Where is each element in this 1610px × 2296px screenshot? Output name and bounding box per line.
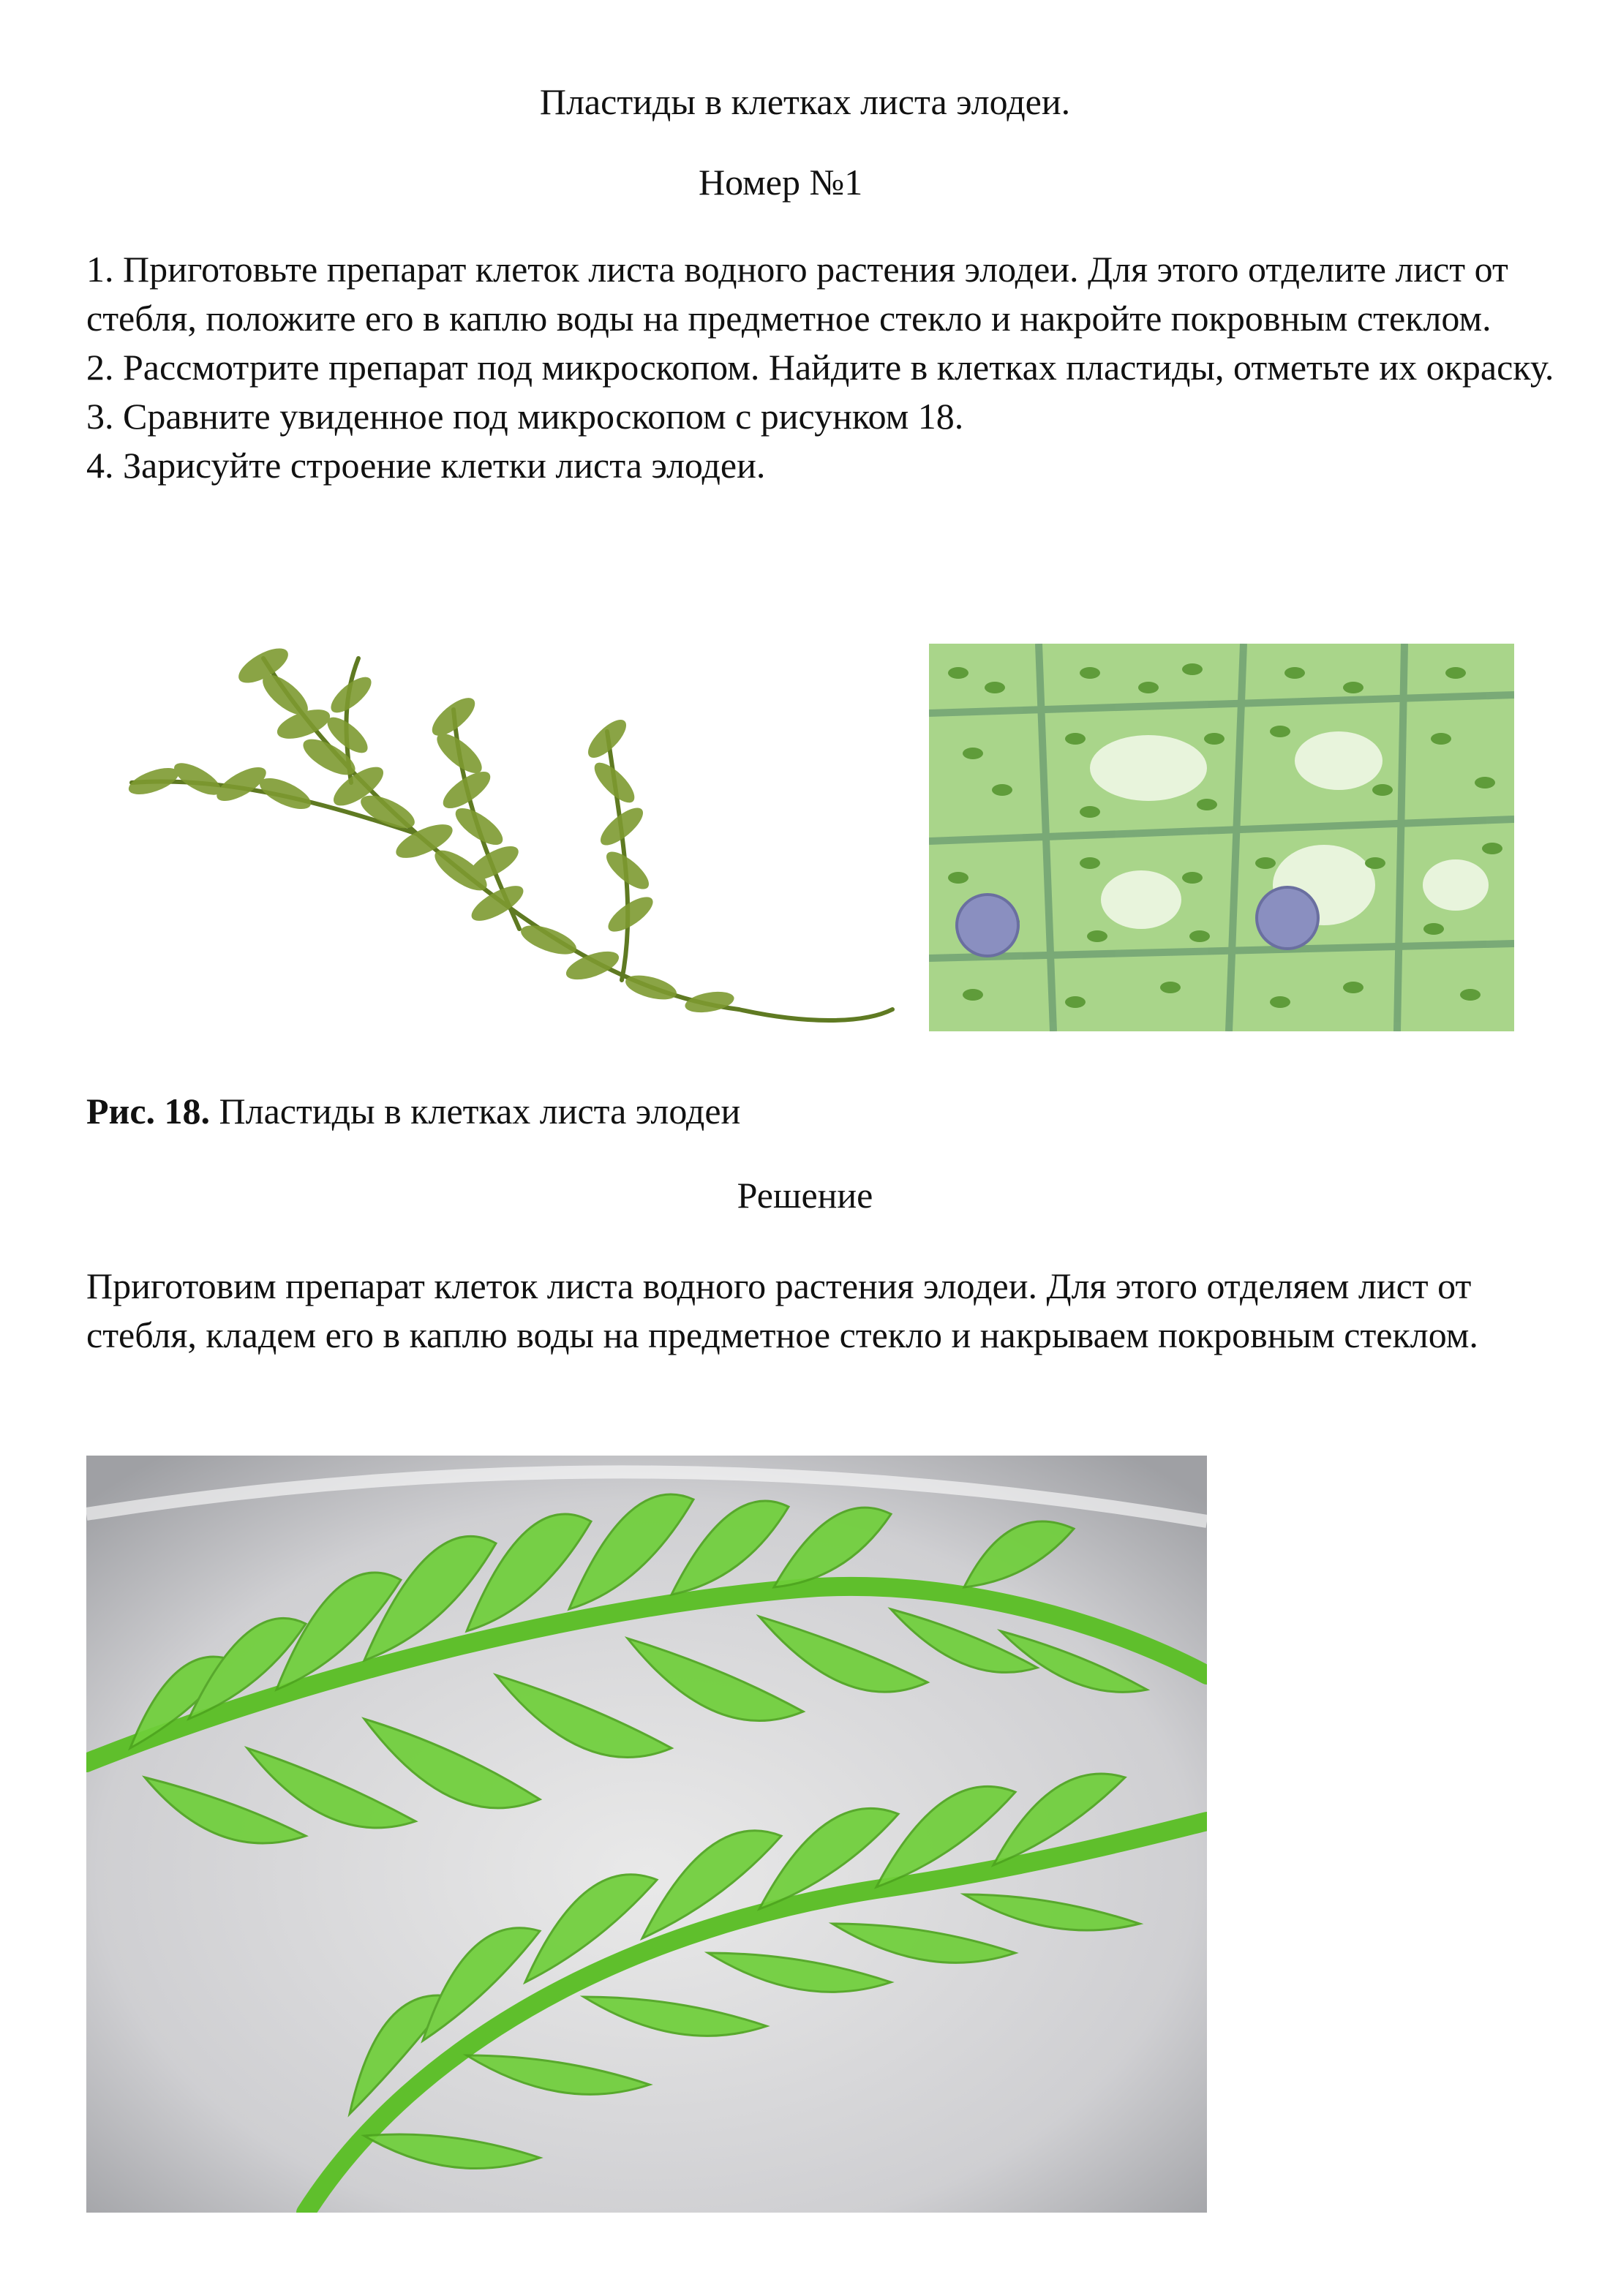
figure-caption [86,1090,740,1132]
leaf-cells-micrograph [929,644,1514,1031]
task-step-2: 2. Рассмотрите препарат под микроскопом. Найдите в клетках пластиды, отметьте их окраску. [86,347,1554,388]
page-title: Пластиды в клетках листа элодеи. [539,81,1071,122]
elodea-plant-drawing [110,614,900,1046]
nucleus-left [957,895,1018,956]
solution-heading: Решение [737,1175,873,1216]
task-instructions [86,245,1564,490]
elodea-plant-illustration [110,614,900,1046]
figure-caption-text: Пластиды в клетках листа элодеи [210,1091,741,1132]
nucleus-right [1257,887,1318,949]
task-step-3: 3. Сравните увиденное под микроскопом с рисунком 18. [86,396,964,437]
figure-label: Рис. 18. [86,1091,211,1132]
task-step-4: 4. Зарисуйте строение клетки листа элодеи. [86,445,766,486]
solution-paragraph: Приготовим препарат клеток листа водного растения элодеи. Для этого отделяем лист от стебля, кладем его в каплю воды на предметное стекло и накрываем покровным стеклом. [86,1265,1478,1355]
leaf-cells-drawing [929,644,1514,1031]
task-step-1: 1. Приготовьте препарат клеток листа водного растения элодеи. Для этого отделите лист от стебля, положите его в каплю воды на предметное стекло и накройте покровным стеклом. [86,249,1508,339]
task-number: Номер №1 [699,162,863,203]
elodea-photo-drawing [86,1456,1207,2213]
elodea-photo [86,1456,1207,2213]
solution-text [86,1262,1564,1360]
